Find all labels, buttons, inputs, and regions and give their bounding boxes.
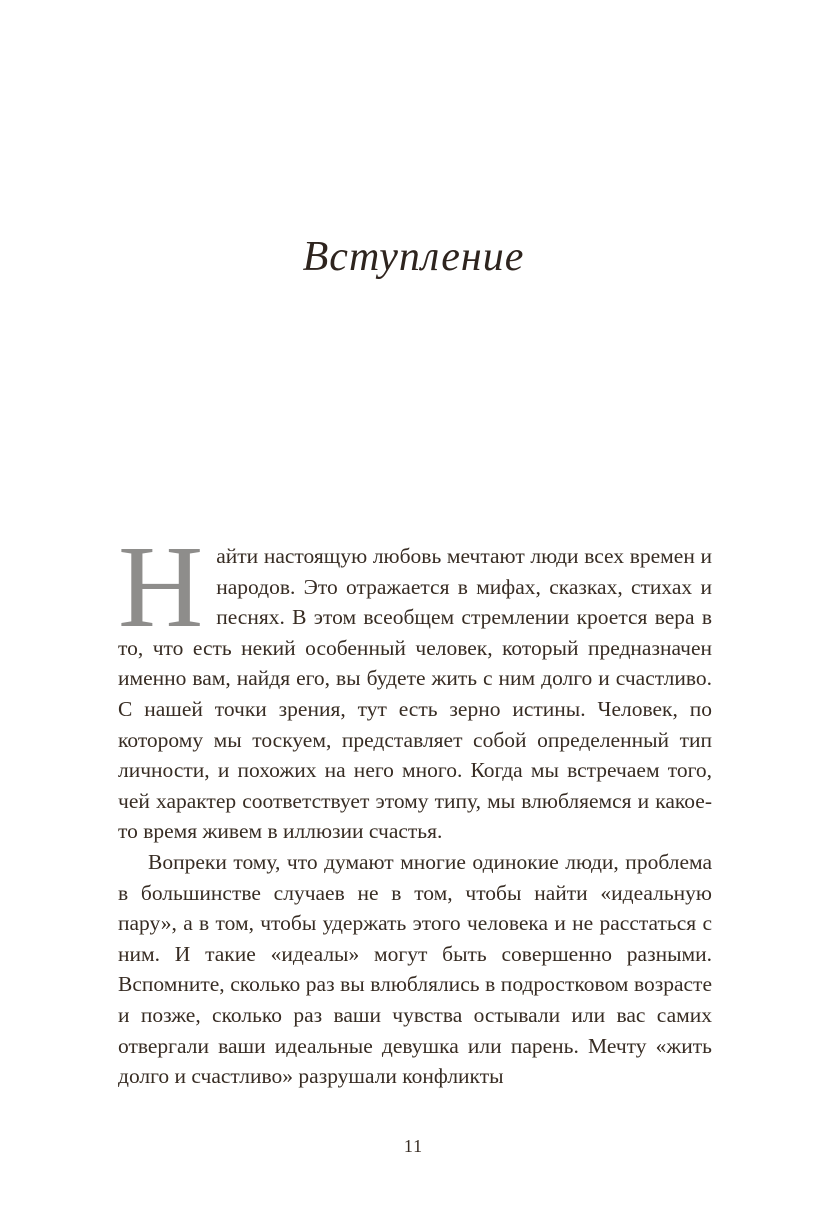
paragraph-first [118,521,712,847]
page-number: 11 [403,1136,424,1156]
paragraph-second: Вопреки тому, что думают многие одинокие люди, проблема в большинстве случаев не в том, чтобы найти «идеальную пару», а в том, чтобы удержать этого человека и не расстаться с ним. И такие «идеалы» могут быть совершенно разными. Вспомните, сколько раз вы влюблялись в подростковом возрасте и позже, сколько раз ваши чувства остывали или вас самих отвергали ваши идеальные девушка или парень. Мечту «жить долго и счастливо» разрушали конфликты [118,849,712,1089]
chapter-title: Вступление [302,234,525,280]
drop-cap-letter: Н [118,521,204,652]
paragraph-first-text: айти настоящую любовь мечтают люди всех времен и народов. Это отражается в мифах, сказках, стихах и песнях. В этом всеобщем стремлении кроется вера в то, что есть некий особенный человек, который предназначен именно вам, найдя его, вы будете жить с ним долго и счастливо. С нашей точки зрения, тут есть зерно истины. Человек, по которому мы тоскуем, представляет собой определенный тип личности, и похожих на него много. Когда мы встречаем того, чей характер соответствует этому типу, мы влюбляемся и какое-то время живем в иллюзии счастья. [118,544,712,844]
body-text [118,521,712,1092]
